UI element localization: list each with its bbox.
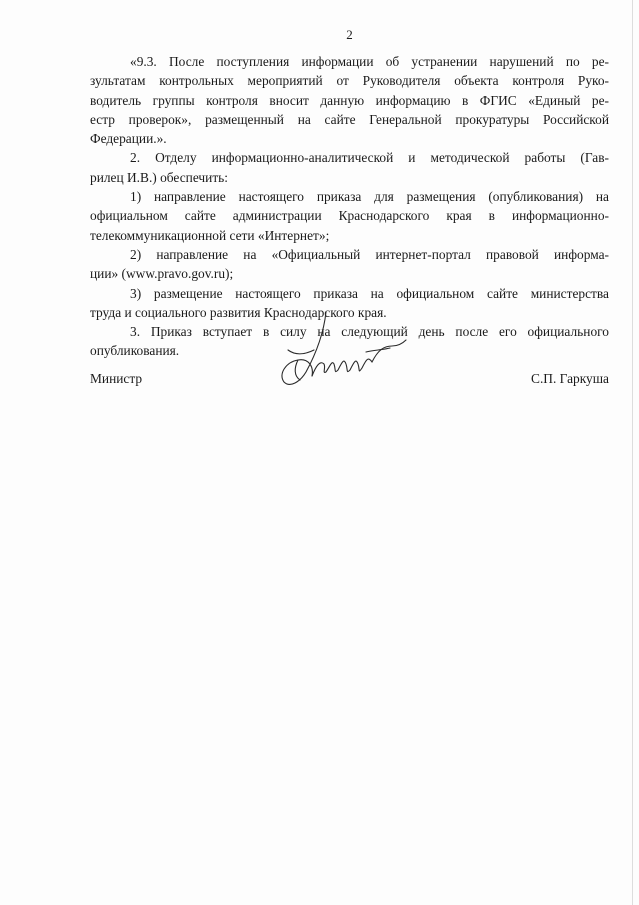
text-line: ции» (www.pravo.gov.ru); <box>90 266 234 282</box>
text-line: водитель группы контроля вносит данную информацию в ФГИС «Единый ре- <box>90 92 609 108</box>
text-line: 2) направление на «Официальный интернет-портал правовой информа- <box>130 246 609 262</box>
text-line: труда и социального развития Краснодарского края. <box>90 304 387 320</box>
text-line: 3. Приказ вступает в силу на следующий день после его официального <box>130 324 609 340</box>
signatory-title: Министр <box>90 371 143 386</box>
text-line: естр проверок», размещенный на сайте Генеральной прокуратуры Российской <box>90 111 609 127</box>
paragraph-item-2 <box>90 245 609 284</box>
page-number: 2 <box>346 27 353 42</box>
paragraph-item-1 <box>90 187 609 245</box>
text-line: «9.3. После поступления информации об устранении нарушений по ре- <box>130 54 609 69</box>
text-line: Федерации.». <box>90 131 167 147</box>
signatory-name: С.П. Гаркуша <box>531 371 609 386</box>
text-line: зультатам контрольных мероприятий от Руководителя объекта контроля Руко- <box>90 73 609 89</box>
text-line: рилец И.В.) обеспечить: <box>90 169 229 185</box>
text-line: опубликования. <box>90 343 180 359</box>
handwritten-signature <box>268 310 408 400</box>
text-line: 1) направление настоящего приказа для размещения (опубликования) на <box>130 189 609 205</box>
text-line: 3) размещение настоящего приказа на официальном сайте министерства <box>130 285 609 301</box>
text-line: телекоммуникационной сети «Интернет»; <box>90 227 330 243</box>
text-line: 2. Отделу информационно-аналитической и методической работы (Гав- <box>130 150 609 166</box>
text-line: официальном сайте администрации Краснодарского края в информационно- <box>90 208 609 224</box>
paragraph-2 <box>90 148 609 187</box>
paragraph-9-3 <box>90 52 609 148</box>
scan-edge-line <box>632 0 633 905</box>
